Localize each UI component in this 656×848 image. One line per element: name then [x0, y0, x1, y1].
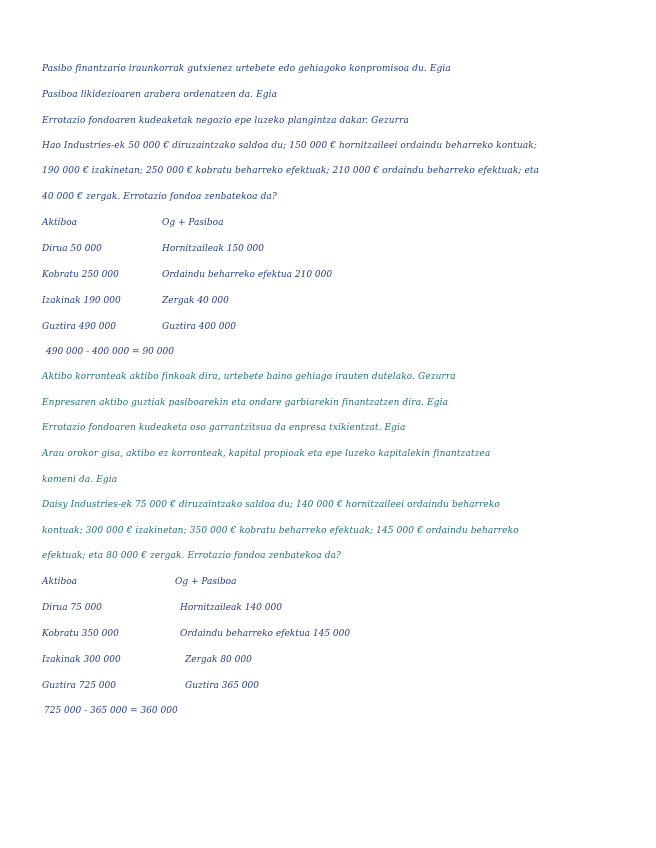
- exercise-2-line-3: efektuak; eta 80 000 € zergak. Errotazio fondoa zenbatekoa da?: [42, 551, 341, 561]
- statement-5: Enpresaren aktibo guztiak pasiboarekin eta ondare garbiarekin finantzatzen dira. Egia: [42, 398, 449, 408]
- table-2-header-liabilities: Og + Pasiboa: [175, 577, 237, 587]
- table-1-row-4-left: Guztira 490 000: [42, 322, 116, 332]
- statement-4: Aktibo korronteak aktibo finkoak dira, urtebete baino gehiago irauten dutelako. Gezurra: [42, 372, 456, 382]
- table-2-row-3-left: Izakinak 300 000: [42, 655, 121, 665]
- statement-7-line-1: Arau orokor gisa, aktibo ez korronteak, kapital propioak eta epe luzeko kapitalekin finantzatzea: [42, 449, 491, 459]
- table-2-header-assets: Aktiboa: [42, 577, 77, 587]
- table-2-row-4-right: Guztira 365 000: [185, 681, 259, 691]
- exercise-2-line-1: Daisy Industries-ek 75 000 € diruzaintzako saldoa du; 140 000 € hornitzaileei ordaindu beharreko: [42, 500, 500, 510]
- table-2-row-3-right: Zergak 80 000: [185, 655, 252, 665]
- table-1-row-1-left: Dirua 50 000: [42, 244, 102, 254]
- table-1-header-liabilities: Og + Pasiboa: [162, 218, 224, 228]
- statement-3: Errotazio fondoaren kudeaketak negozio epe luzeko plangintza dakar. Gezurra: [42, 116, 409, 126]
- table-1-row-4-right: Guztira 400 000: [162, 322, 236, 332]
- table-1-row-2-right: Ordaindu beharreko efektua 210 000: [162, 270, 333, 280]
- table-1-row-3-left: Izakinak 190 000: [42, 296, 121, 306]
- statement-7-line-2: komeni da. Egia: [42, 475, 118, 485]
- table-1-result: 490 000 - 400 000 = 90 000: [46, 347, 174, 357]
- table-2-row-2-left: Kobratu 350 000: [42, 629, 119, 639]
- table-2-row-1-right: Hornitzaileak 140 000: [180, 603, 282, 613]
- table-1-row-2-left: Kobratu 250 000: [42, 270, 119, 280]
- table-2-result: 725 000 - 365 000 = 360 000: [44, 706, 178, 716]
- statement-1: Pasibo finantzario iraunkorrak gutxienez urtebete edo gehiagoko konpromisoa du. Egia: [42, 64, 451, 74]
- exercise-1-line-2: 190 000 € izakinetan; 250 000 € kobratu beharreko efektuak; 210 000 € ordaindu beharreko efektuak; eta: [42, 166, 540, 176]
- table-1-header-assets: Aktiboa: [42, 218, 77, 228]
- table-2-row-1-left: Dirua 75 000: [42, 603, 102, 613]
- exercise-1-line-3: 40 000 € zergak. Errotazio fondoa zenbatekoa da?: [42, 192, 277, 202]
- table-1-row-3-right: Zergak 40 000: [162, 296, 229, 306]
- table-2-row-2-right: Ordaindu beharreko efektua 145 000: [180, 629, 351, 639]
- exercise-1-line-1: Hao Industries-ek 50 000 € diruzaintzako saldoa du; 150 000 € hornitzaileei ordaindu beharreko kontuak;: [42, 141, 537, 151]
- statement-2: Pasiboa likidezioaren arabera ordenatzen da. Egia: [42, 90, 278, 100]
- table-1-row-1-right: Hornitzaileak 150 000: [162, 244, 264, 254]
- exercise-2-line-2: kontuak; 300 000 € izakinetan; 350 000 € kobratu beharreko efektuak; 145 000 € ordaindu beharreko: [42, 526, 519, 536]
- statement-6: Errotazio fondoaren kudeaketa oso garrantzitsua da enpresa txikientzat. Egia: [42, 423, 406, 433]
- table-2-row-4-left: Guztira 725 000: [42, 681, 116, 691]
